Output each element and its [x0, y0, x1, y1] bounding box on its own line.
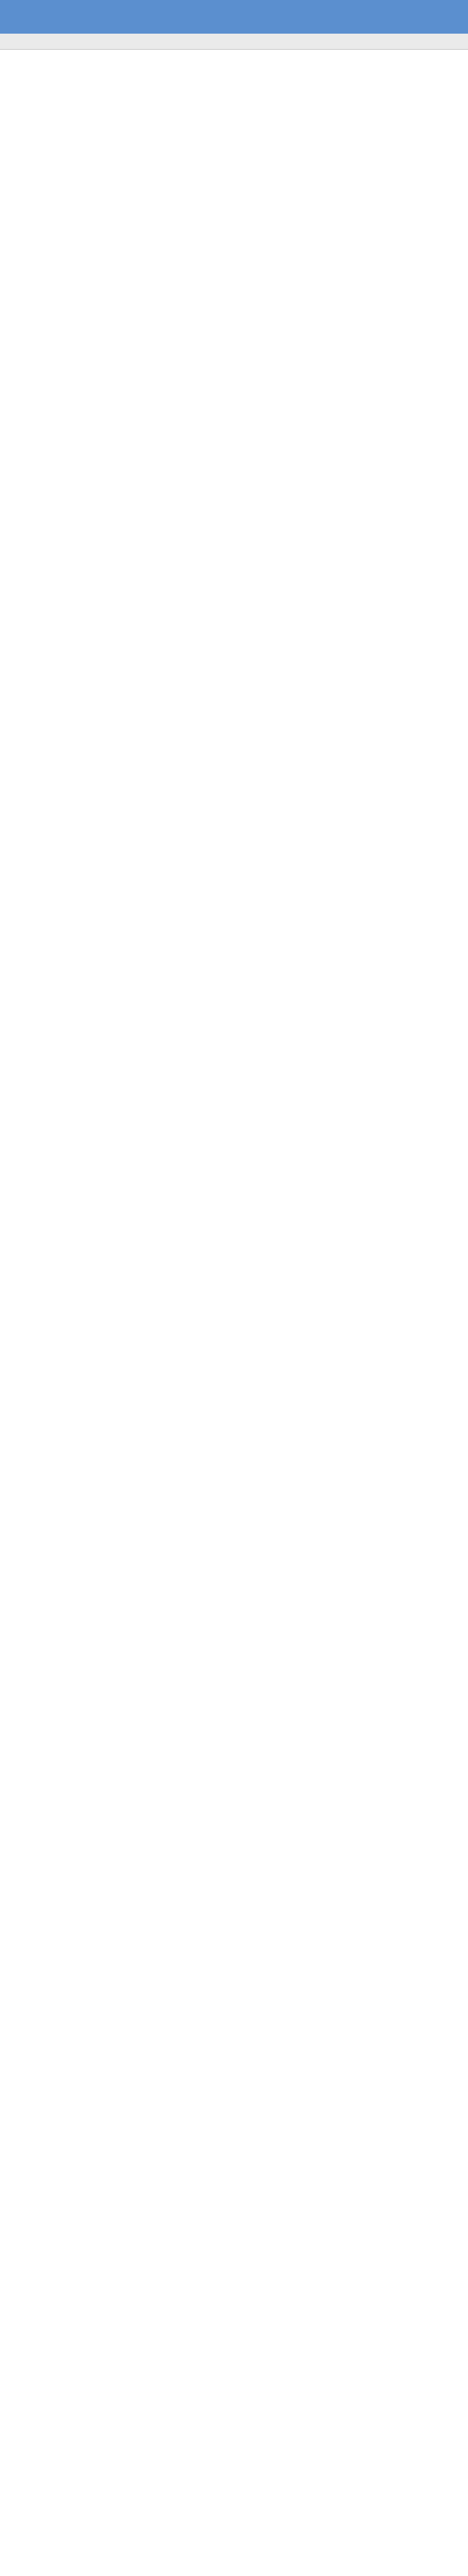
header-countries	[148, 34, 468, 49]
header-kind	[48, 34, 148, 49]
table-header	[0, 34, 468, 50]
header-type	[0, 34, 48, 49]
page-title	[0, 0, 468, 34]
